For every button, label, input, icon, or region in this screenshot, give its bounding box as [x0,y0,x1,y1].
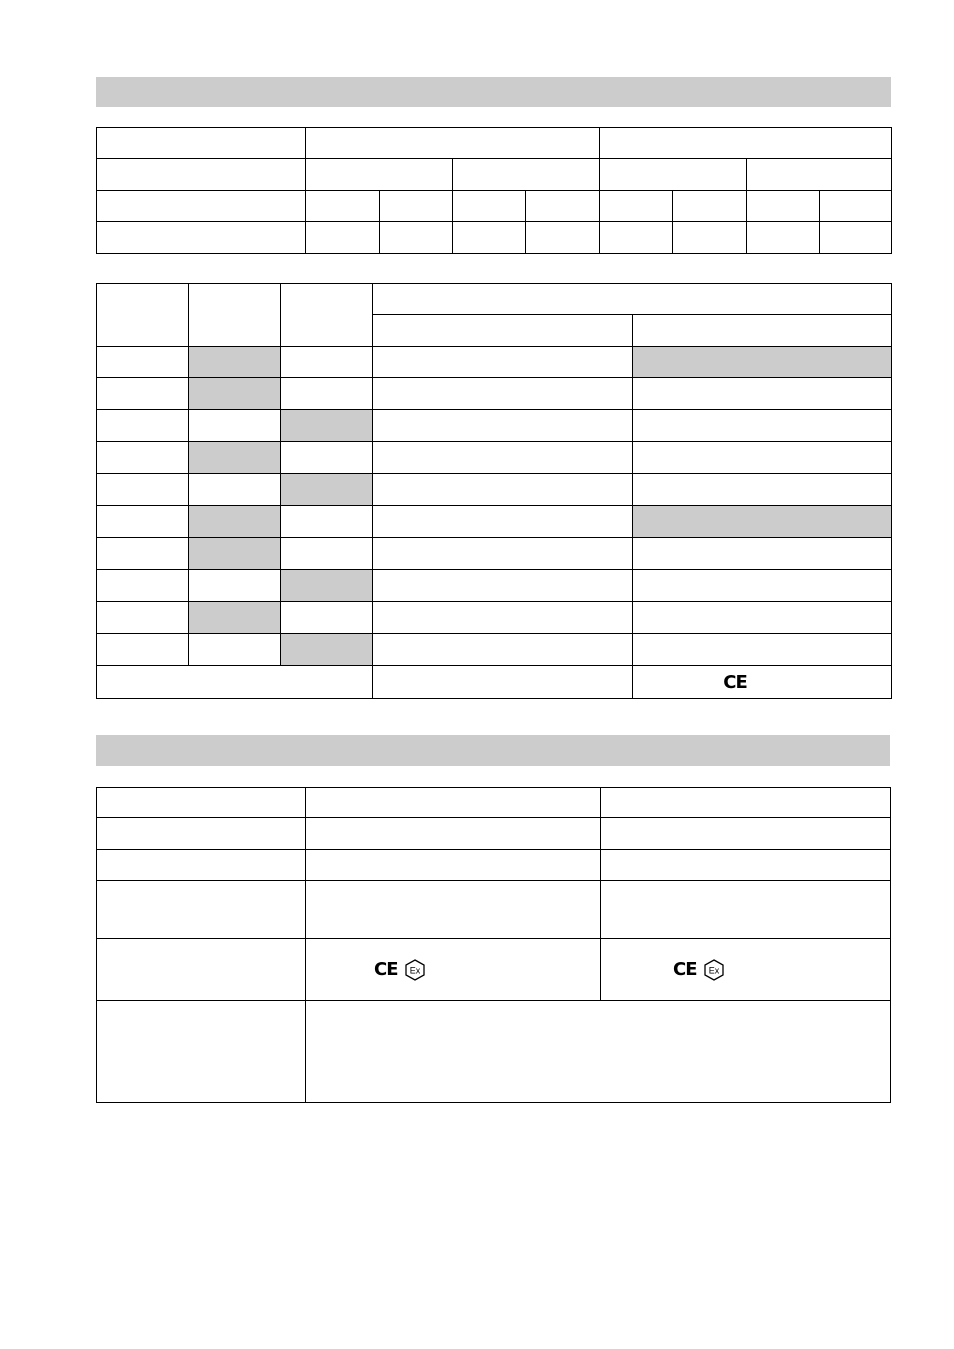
value-cell [306,222,380,254]
cell [601,850,891,881]
cell [633,442,892,474]
cell [97,538,189,570]
cell [373,378,633,410]
shaded-cell [189,538,281,570]
cell [373,570,633,602]
cell [633,634,892,666]
table-row [97,222,892,254]
notes-cell [306,1001,891,1103]
ce-mark-icon: CE [673,959,697,980]
ex-mark-text: Ex [409,965,420,975]
group-header-cell [306,128,600,159]
ex-hexagon-icon [404,959,426,981]
cell [97,570,189,602]
ex-hexagon-icon [703,959,725,981]
footer-label-cell [97,666,373,699]
cell [373,474,633,506]
row-label-cell [97,788,306,818]
table-row [97,442,892,474]
header-cell [281,284,373,347]
table-row [97,602,892,634]
table-row [97,474,892,506]
row-label-cell [97,850,306,881]
model-spec-table [96,127,892,254]
cell [189,634,281,666]
cell [306,818,601,850]
cell [97,347,189,378]
table-row [97,939,891,1001]
value-cell [526,191,600,222]
cell [601,788,891,818]
cell [306,881,601,939]
shaded-cell [281,410,373,442]
cell [633,474,892,506]
cell [633,602,892,634]
shaded-cell [633,506,892,538]
shaded-cell [633,347,892,378]
cell [633,570,892,602]
shaded-cell [189,347,281,378]
row-label-cell [97,159,306,191]
ce-mark-icon: CE [374,959,398,980]
table-row [97,378,892,410]
shaded-cell [281,474,373,506]
shaded-cell [189,506,281,538]
cell [633,410,892,442]
table-row [97,284,892,315]
cell [189,570,281,602]
subgroup-header-cell [600,159,747,191]
shaded-cell [281,634,373,666]
ce-mark-icon: CE [723,671,747,693]
subgroup-header-cell [747,159,892,191]
table-row [97,191,892,222]
cell [601,881,891,939]
table-row [97,634,892,666]
value-cell [526,222,600,254]
cell [281,602,373,634]
cell [373,410,633,442]
row-label-cell [97,222,306,254]
cell [281,538,373,570]
cell [281,347,373,378]
value-cell [380,191,453,222]
value-cell [747,191,820,222]
cell [97,474,189,506]
group-header-cell [600,128,892,159]
shaded-cell [189,378,281,410]
cell [373,634,633,666]
cell [373,347,633,378]
ce-ex-mark-cell [601,939,891,1001]
value-cell [673,222,747,254]
cell [601,818,891,850]
cell [97,602,189,634]
table-row [97,128,892,159]
table-row [97,666,892,699]
cell [373,666,633,699]
cell [306,850,601,881]
row-label-cell [97,1001,306,1103]
table-row [97,570,892,602]
section-header-bar-2 [96,735,890,766]
cell [189,410,281,442]
table-row [97,850,891,881]
section-header-bar-1 [96,77,891,107]
cell [97,634,189,666]
table-row [97,881,891,939]
table-row [97,1001,891,1103]
value-cell [820,191,892,222]
value-cell [600,222,673,254]
table-row [97,788,891,818]
cell [97,442,189,474]
shaded-cell [189,442,281,474]
value-cell [306,191,380,222]
value-cell [600,191,673,222]
value-cell [380,222,453,254]
value-cell [673,191,747,222]
cell [373,602,633,634]
cell [373,538,633,570]
row-label-cell [97,939,306,1001]
cell [373,442,633,474]
ce-ex-mark-cell [306,939,601,1001]
certification-table [96,787,891,1103]
header-cell [189,284,281,347]
cell [97,410,189,442]
ex-mark-text: Ex [708,965,719,975]
table-row [97,159,892,191]
subgroup-header-cell [453,159,600,191]
shaded-cell [189,602,281,634]
shaded-cell [281,570,373,602]
value-cell [453,191,526,222]
row-label-cell [97,191,306,222]
cell [281,442,373,474]
table-row [97,538,892,570]
cell [306,788,601,818]
cell [189,474,281,506]
header-cell [633,315,892,347]
table-row [97,818,891,850]
cell [633,378,892,410]
cell [281,378,373,410]
header-cell [373,315,633,347]
header-cell [373,284,892,315]
cell [373,506,633,538]
variant-matrix-table [96,283,892,699]
value-cell [820,222,892,254]
table-row [97,506,892,538]
ce-mark-cell [633,666,892,699]
cell [281,506,373,538]
value-cell [453,222,526,254]
subgroup-header-cell [306,159,453,191]
row-label-cell [97,881,306,939]
table-row [97,347,892,378]
header-cell [97,284,189,347]
row-label-cell [97,128,306,159]
cell [633,538,892,570]
row-label-cell [97,818,306,850]
value-cell [747,222,820,254]
cell [97,378,189,410]
cell [97,506,189,538]
table-row [97,410,892,442]
